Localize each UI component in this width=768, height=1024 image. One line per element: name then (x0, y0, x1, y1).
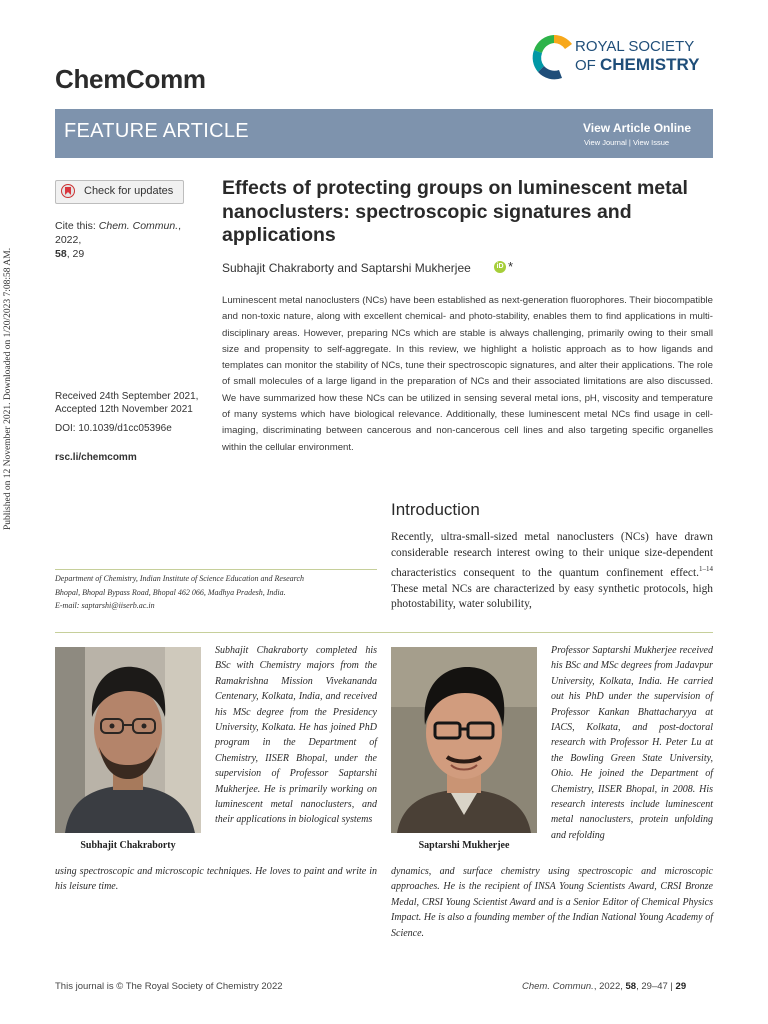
accepted-date: Accepted 12th November 2021 (55, 404, 193, 415)
email-link[interactable]: E-mail: saptarshi@iiserb.ac.in (55, 601, 155, 610)
author2-photo (391, 647, 537, 833)
author1-bio: Subhajit Chakraborty completed his BSc with Chemistry majors from the Ramakrishna Mission Vivekananda Centenary, Kolkata, India, and received his MSc degree from the Presidency University, Kolkata. He has joined PhD program in the Department of Chemistry, IISER Bhopal, under the supervision of Professor Saptarshi Mukherjee. He is primarily working on luminescent metal nanoclusters, and their applications in biological systems (215, 645, 377, 826)
publisher-line2: OF CHEMISTRY (575, 55, 700, 74)
intro-paragraph: Recently, ultra-small-sized metal nanoclusters (NCs) have drawn considerable research interest owing to their unique size-dependent characteristics consequent to the quantum confinement effect.$^{1-14}$ These metal NCs are characterized by easy synthetic protocols, high photostability, water solubility, (391, 531, 713, 611)
section-heading: Introduction (391, 500, 480, 519)
affiliation-divider (55, 569, 377, 570)
author-list: Subhajit Chakraborty and Saptarshi Mukherjee (222, 261, 471, 275)
check-updates-label: Check for updates (84, 185, 174, 197)
page-number: 29 (675, 981, 687, 992)
publisher-line1: ROYAL SOCIETY (575, 38, 695, 55)
dates (55, 390, 215, 416)
bio-divider (55, 632, 713, 633)
rsc-logo-icon (533, 35, 572, 79)
page-footer: Chem. Commun., 2022, 58, 29–47 | 29 (522, 981, 687, 992)
doi[interactable]: DOI: 10.1039/d1cc05396e (55, 423, 172, 434)
author1-photo (55, 647, 201, 833)
corresponding-mark: * (508, 259, 514, 274)
copyright-footer: This journal is © The Royal Society of Chemistry 2022 (55, 981, 283, 992)
author1-bio-continued: using spectroscopic and microscopic techniques. He loves to paint and write in his leisure time. (55, 866, 377, 893)
crossmark-icon (61, 184, 75, 198)
article-title: Effects of protecting groups on luminescent metal nanoclusters: spectroscopic signatures and applications (222, 177, 688, 246)
orcid-icon[interactable]: iD (494, 261, 506, 273)
view-journal-link[interactable]: View Journal (584, 138, 627, 147)
article-type: FEATURE ARTICLE (64, 120, 249, 142)
publisher-name (575, 38, 700, 75)
view-issue-link[interactable]: View Issue (632, 138, 670, 147)
journal-name: ChemComm (55, 64, 206, 94)
author2-bio-continued: dynamics, and surface chemistry using spectroscopic and microscopic approaches. He is the recipient of INSA Young Scientists Award, CRSI Bronze Medal, CRSI Young Scientist Award and is a Senior Editor of Chemical Physics Impact. He is also a founding member of the Indian National Young Academy of Science. (391, 866, 713, 939)
journal-link[interactable]: rsc.li/chemcomm (55, 452, 137, 463)
received-date: Received 24th September 2021, (55, 391, 199, 402)
affiliation: Department of Chemistry, Indian Institute of Science Education and Research Bhopal, Bhopal Bypass Road, Bhopal 462 066, Madhya Pradesh, India. E-mail: saptarshi@iiserb.ac.in (55, 572, 377, 613)
author1-name: Subhajit Chakraborty (80, 840, 176, 851)
author2-bio: Professor Saptarshi Mukherjee received his BSc and MSc degrees from Jadavpur University, Kolkata, India. He carried out his PhD under the supervision of Professor Kankan Bhattacharyya at IACS, Kolkata, and post-doctoral research with Professor H. Peter Lu at the Bowling Green State University, Ohio. He joined the Department of Chemistry, IISER Bhopal, in 2008. His research interests include luminescent metal nanoclusters, protein unfolding and refolding (551, 645, 714, 841)
view-article-online-link[interactable]: View Article Online (583, 121, 692, 135)
reference-link[interactable]: 1–14 (699, 564, 713, 573)
author2-name: Saptarshi Mukherjee (418, 840, 510, 851)
abstract: Luminescent metal nanoclusters (NCs) have been established as next-generation fluorophores. Their biocompatible and non-toxic nature, along with excellent chemical- and photo-stability, enables them to find applications in multi-disciplinary areas. However, preparing NCs which are stable is always challenging, primarily owing to their small size and propensity to self-aggregate. In this review, we highlight a holistic approach as to how ligands and templates can monitor the stability of NCs, tune their spectroscopic signatures, and alter their applications. The role of small molecules of a large ligand in the preparation of NCs and their associated limitations are also discussed. We have summarized how these NCs can be utilized in sensing several metal ions, pH, viscosity and temperature of many systems which have biological relevance. Additionally, these luminescent metal NCs find usage in cell-imaging, discriminating between cancerous and non-cancerous cell lines and also targeting specific organelles within the cellular environment. (222, 295, 713, 453)
download-stamp: Published on 12 November 2021. Downloaded on 1/20/2023 7:08:58 AM. (3, 247, 13, 530)
view-links: View Journal | View Issue (584, 138, 670, 147)
citation: Cite this: Chem. Commun., 2022, 58, 29 (55, 220, 182, 260)
